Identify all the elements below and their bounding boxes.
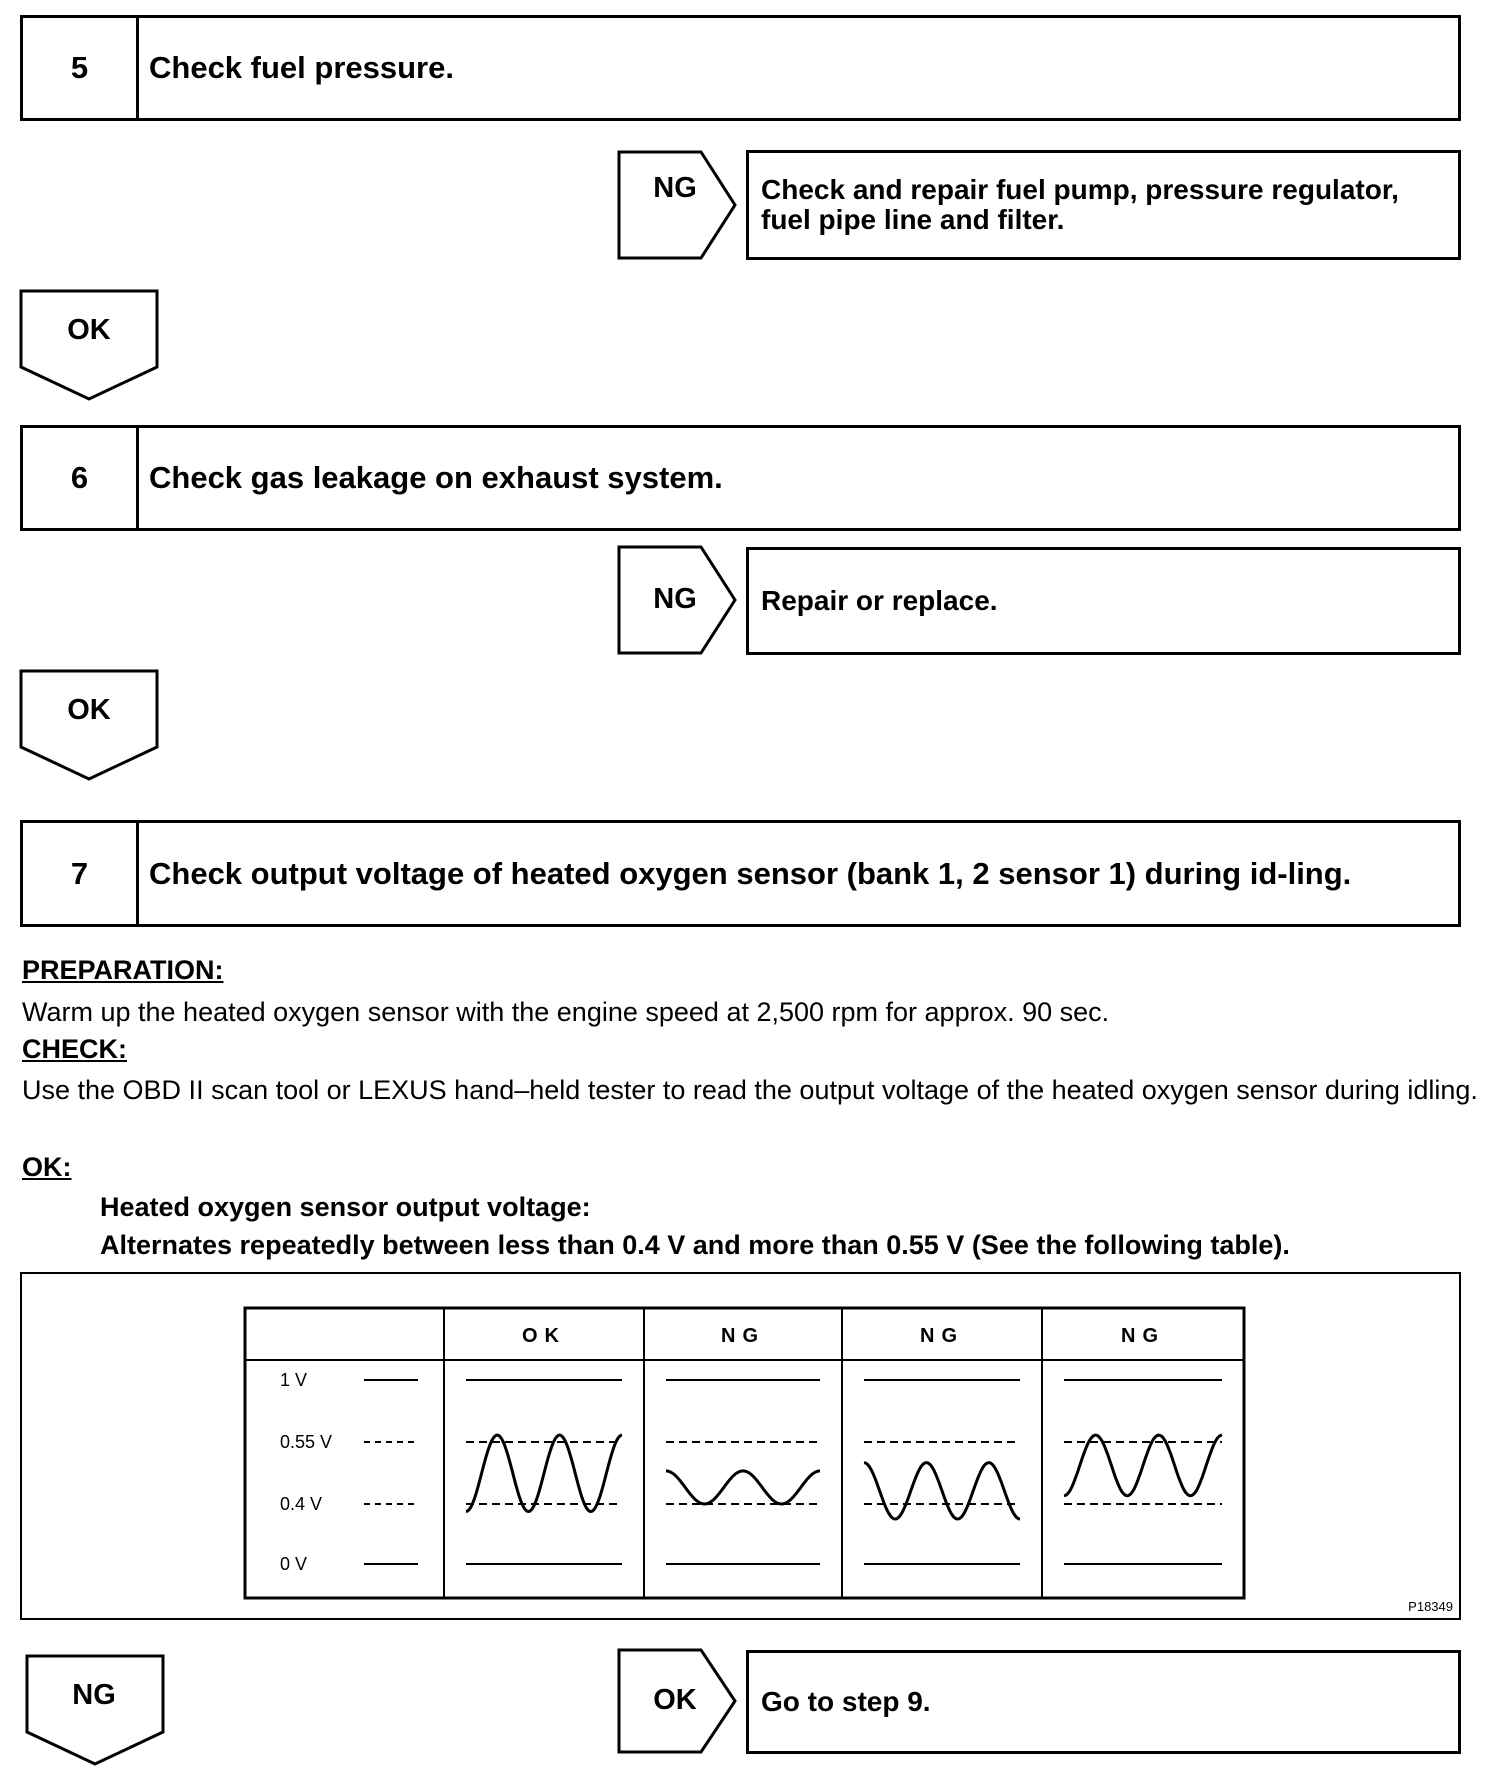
ng-action-box: Check and repair fuel pump, pressure regulator, fuel pipe line and filter. <box>746 150 1461 260</box>
ng-label: NG <box>653 172 697 204</box>
step-number: 6 <box>23 428 139 528</box>
ng-right-arrow <box>617 150 739 260</box>
step-title: Check gas leakage on exhaust system. <box>149 460 723 495</box>
ok-heading: OK: <box>22 1152 72 1182</box>
spec-line-1: Heated oxygen sensor output voltage: <box>100 1192 591 1222</box>
waveform-table <box>22 1274 1459 1618</box>
column-header: NG <box>1121 1325 1165 1347</box>
step-title: Check output voltage of heated oxygen sensor (bank 1, 2 sensor 1) during id-ling. <box>149 855 1352 891</box>
voltage-label: 0.55 V <box>280 1432 333 1452</box>
step-7-header <box>20 820 1461 927</box>
step-6-header <box>20 425 1461 531</box>
waveform-figure <box>20 1272 1461 1620</box>
voltage-label: 0.4 V <box>280 1494 323 1514</box>
ok-action-box: Go to step 9. <box>746 1650 1461 1754</box>
preparation-heading: PREPARATION: <box>22 955 224 985</box>
check-heading: CHECK: <box>22 1034 127 1064</box>
waveform-3 <box>864 1463 1020 1519</box>
waveform-1 <box>466 1435 622 1511</box>
ok-label: OK <box>653 1684 697 1716</box>
table-frame <box>245 1308 1244 1598</box>
waveform-2 <box>666 1471 820 1504</box>
voltage-label: 1 V <box>280 1370 308 1390</box>
ng-label: NG <box>72 1679 116 1711</box>
voltage-label: 0 V <box>280 1554 308 1574</box>
figure-id: P18349 <box>1408 1599 1453 1614</box>
waveform-4 <box>1064 1435 1222 1496</box>
column-header: OK <box>522 1325 566 1347</box>
ok-label: OK <box>67 694 111 726</box>
column-header: NG <box>920 1325 964 1347</box>
step-number: 7 <box>23 823 139 924</box>
ng-label: NG <box>653 583 697 615</box>
check-text: Use the OBD II scan tool or LEXUS hand–held tester to read the output voltage of the heated oxygen sensor during idling. <box>22 1075 1478 1105</box>
column-header: NG <box>721 1325 765 1347</box>
ng-action-box: Repair or replace. <box>746 547 1461 655</box>
preparation-text: Warm up the heated oxygen sensor with the engine speed at 2,500 rpm for approx. 90 sec. <box>22 997 1110 1027</box>
spec-line-2: Alternates repeatedly between less than 0.4 V and more than 0.55 V (See the following table). <box>100 1230 1290 1260</box>
step-title: Check fuel pressure. <box>149 50 454 85</box>
step-number: 5 <box>23 18 139 118</box>
step-5-header <box>20 15 1461 121</box>
ok-label: OK <box>67 314 111 346</box>
